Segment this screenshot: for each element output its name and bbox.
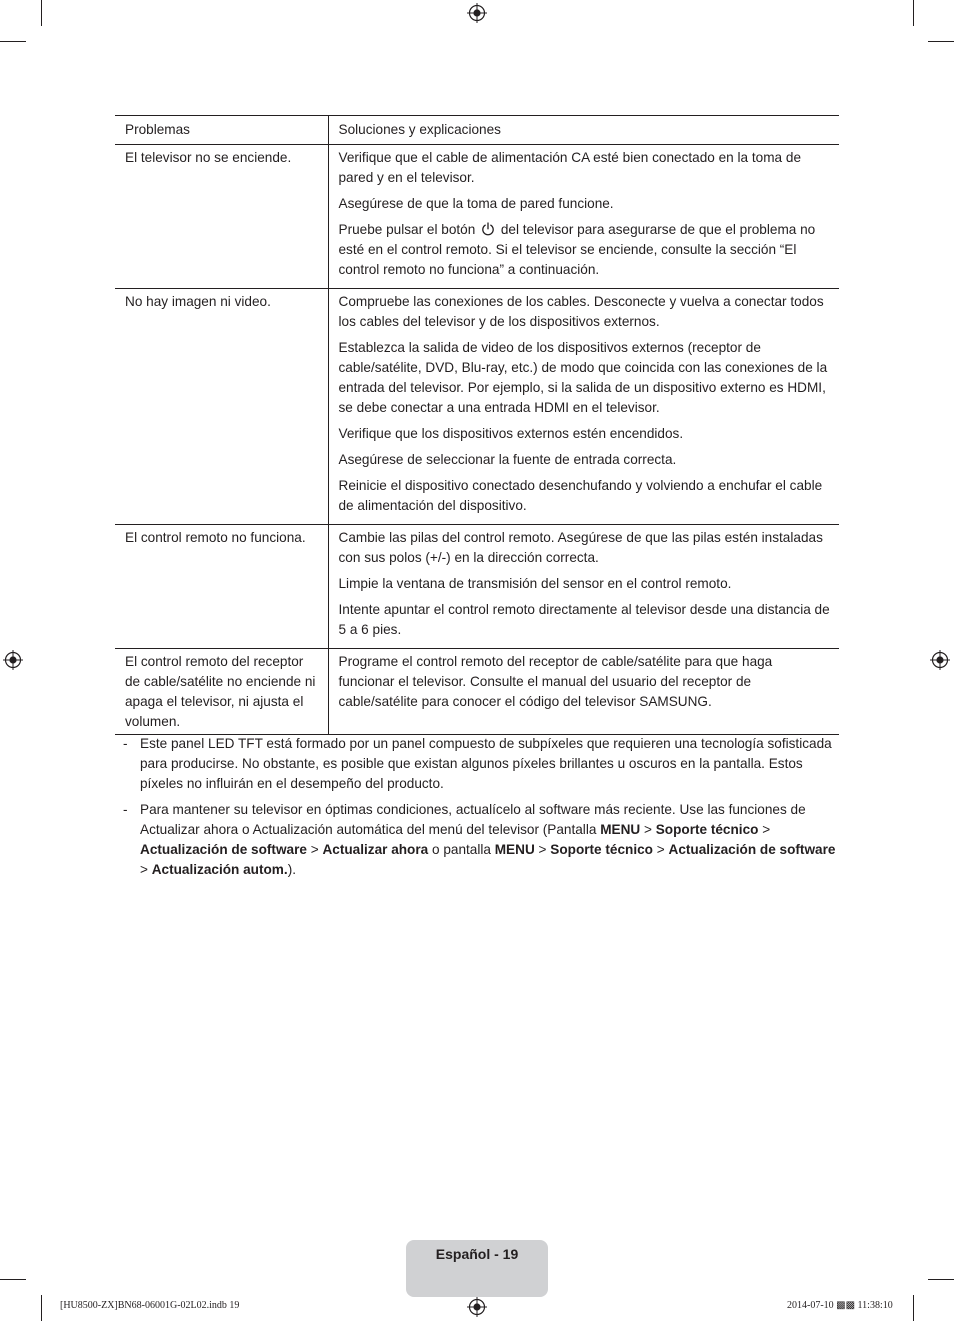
solution-text: Verifique que los dispositivos externos estén encendidos. xyxy=(338,426,684,441)
solution-text: Compruebe las conexiones de los cables. Desconecte y vuelva a conectar todos los cables del televisor y de los dispositivos externos. xyxy=(338,294,824,329)
crop-mark xyxy=(913,1295,914,1321)
table-row xyxy=(115,145,839,289)
note-text: > xyxy=(306,842,323,857)
menu-path-item: Actualización de software xyxy=(668,842,836,857)
solutions-cell xyxy=(328,289,839,525)
solution-text: Asegúrese de seleccionar la fuente de entrada correcta. xyxy=(338,452,677,467)
solution-text: Asegúrese de que la toma de pared funcione. xyxy=(338,196,614,211)
table-row xyxy=(115,649,839,735)
print-slug-file: [HU8500-ZX]BN68-06001G-02L02.indb 19 xyxy=(60,1300,240,1311)
note-dash: - xyxy=(123,736,128,751)
power-icon xyxy=(481,222,495,236)
registration-mark-icon xyxy=(930,650,950,670)
table-row xyxy=(115,289,839,525)
table-row xyxy=(115,525,839,649)
problem-cell: El televisor no se enciende. xyxy=(115,145,328,289)
registration-mark-icon xyxy=(3,650,23,670)
note-text: > xyxy=(758,822,771,837)
note-text: > xyxy=(640,822,656,837)
menu-path-item: Actualizar ahora xyxy=(322,842,429,857)
note-text: Para mantener su televisor en óptimas condiciones, actualícelo al software más reciente. Use las funciones de Actualizar ahora o Actualización automática del menú del televisor (Pantalla xyxy=(140,802,806,837)
note-item xyxy=(120,800,840,880)
note-text: Este panel LED TFT está formado por un panel compuesto de subpíxeles que requieren una tecnología sofisticada para producirse. No obstante, es posible que existan algunos píxeles brillantes u oscuros en la pantalla. Estos píxeles no influirán en el desempeño del producto. xyxy=(140,736,832,791)
solution-text: Verifique que el cable de alimentación CA esté bien conectado en la toma de pared y en el televisor. xyxy=(338,150,801,185)
header-problems: Problemas xyxy=(115,116,328,145)
solutions-cell xyxy=(328,649,839,735)
menu-path-item: Soporte técnico xyxy=(550,842,653,857)
troubleshooting-table xyxy=(115,115,839,735)
crop-mark xyxy=(41,0,42,26)
crop-mark xyxy=(913,0,914,26)
header-solutions: Soluciones y explicaciones xyxy=(328,116,839,145)
solutions-cell xyxy=(328,525,839,649)
note-text: o pantalla xyxy=(428,842,495,857)
crop-mark xyxy=(928,41,954,42)
solution-text: Intente apuntar el control remoto directamente al televisor desde una distancia de 5 a 6 pies. xyxy=(338,602,830,637)
problem-cell: El control remoto del receptor de cable/satélite no enciende ni apaga el televisor, ni ajusta el volumen. xyxy=(115,649,328,735)
page-number-tab xyxy=(406,1240,548,1297)
crop-mark xyxy=(928,1279,954,1280)
solution-text: Limpie la ventana de transmisión del sensor en el control remoto. xyxy=(338,576,732,591)
solution-text: Cambie las pilas del control remoto. Asegúrese de que las pilas estén instaladas con sus polos (+/-) en la dirección correcta. xyxy=(338,530,823,565)
table-header-row xyxy=(115,116,839,145)
crop-mark xyxy=(0,41,26,42)
note-text: ). xyxy=(287,862,296,877)
note-item xyxy=(120,734,840,794)
problem-cell: El control remoto no funciona. xyxy=(115,525,328,649)
menu-path-item: MENU xyxy=(600,822,641,837)
solution-text-power xyxy=(339,220,831,280)
solution-text: Reinicie el dispositivo conectado desenchufando y volviendo a enchufar el cable de alimentación del dispositivo. xyxy=(338,478,823,513)
crop-mark xyxy=(41,1295,42,1321)
menu-path-item: Actualización de software xyxy=(140,842,307,857)
page-number: Español - 19 xyxy=(435,1246,519,1262)
note-dash: - xyxy=(123,802,128,817)
note-text: > xyxy=(653,842,669,857)
menu-path-item: Actualización autom. xyxy=(151,862,288,877)
solution-text-part: Pruebe pulsar el botón xyxy=(338,222,476,237)
crop-mark xyxy=(0,1279,26,1280)
solution-text: Programe el control remoto del receptor de cable/satélite para que haga funcionar el televisor. Consulte el manual del usuario del receptor de cable/satélite para conocer el código del televisor SAMSUNG. xyxy=(338,654,773,709)
solution-text: Establezca la salida de video de los dispositivos externos (receptor de cable/satélite, DVD, Blu-ray, etc.) de modo que coincida con las conexiones de la entrada del televisor. Por ejemplo, si la salida de un dispositivo externo es HDMI, se debe conectar a una entrada HDMI en el televisor. xyxy=(338,340,828,415)
menu-path-item: Soporte técnico xyxy=(655,822,759,837)
note-text: > xyxy=(534,842,551,857)
registration-mark-icon xyxy=(467,3,487,23)
solution-text-part: del televisor para asegurarse de que el problema no esté en el control remoto. Si el televisor se enciende, consulte la sección “El control remoto no funciona” a continuación. xyxy=(338,222,816,277)
note-text: > xyxy=(140,862,152,877)
print-slug-date: 2014-07-10 ▩▩ 11:38:10 xyxy=(787,1300,893,1311)
problem-cell: No hay imagen ni video. xyxy=(115,289,328,525)
notes-list xyxy=(120,734,840,886)
registration-mark-icon xyxy=(467,1297,487,1317)
solutions-cell xyxy=(328,145,839,289)
menu-path-item: MENU xyxy=(494,842,535,857)
